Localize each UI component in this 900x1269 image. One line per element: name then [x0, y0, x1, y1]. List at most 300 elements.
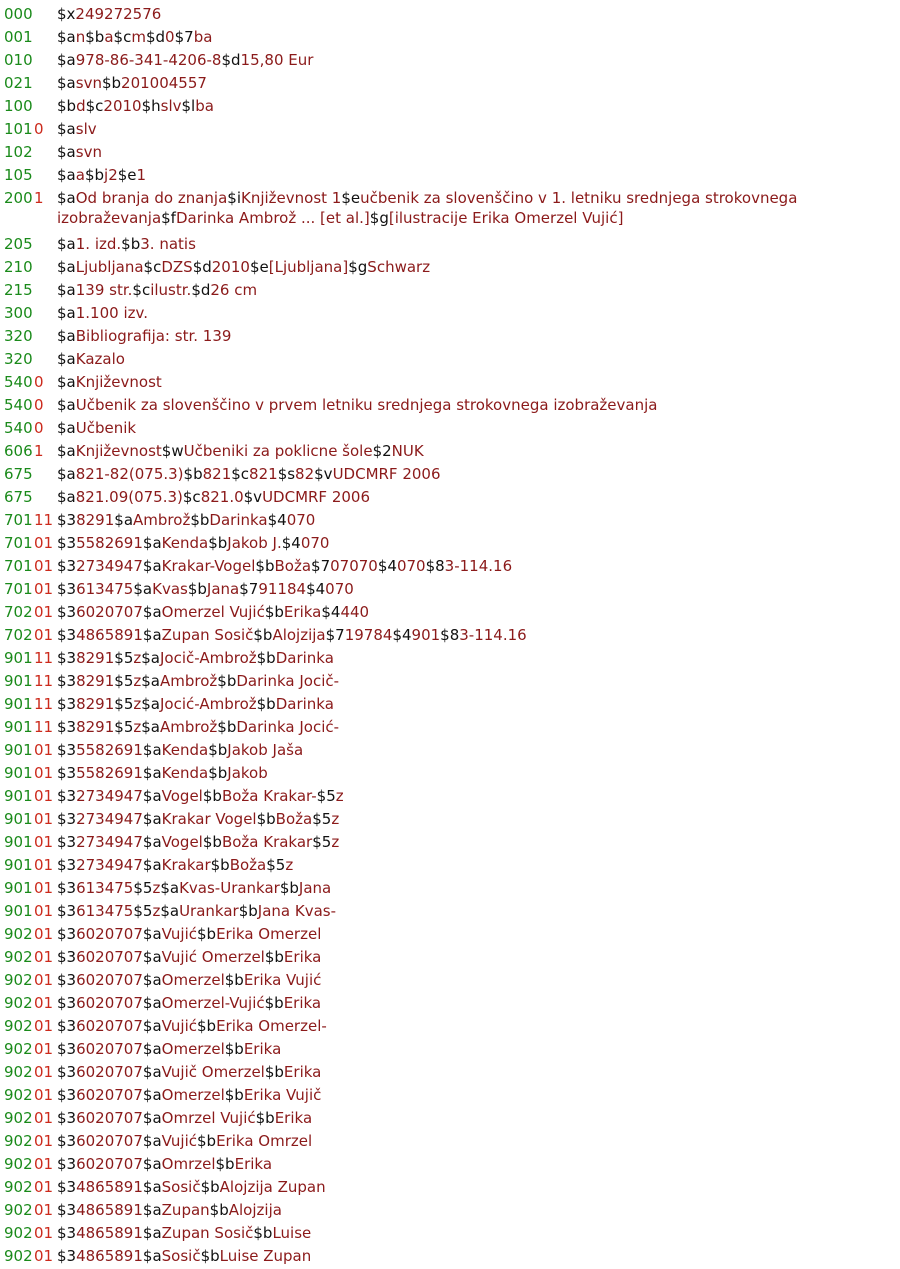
record-field-001: [0, 27, 900, 50]
subfield-code: $a: [57, 258, 76, 276]
subfield-value: Krakar: [161, 856, 211, 874]
subfield-code: $b: [197, 1017, 217, 1035]
subfield-code: $c: [182, 488, 201, 506]
subfield-code: $b: [209, 1201, 229, 1219]
subfield-code: $a: [142, 764, 162, 782]
field-tag: 902: [4, 1109, 33, 1127]
subfield-code: $3: [57, 787, 77, 805]
subfield-code: $b: [183, 465, 203, 483]
subfield-code: $a: [142, 971, 162, 989]
subfield-value: 6020707: [76, 1132, 143, 1150]
subfield-code: $a: [57, 350, 76, 368]
subfield-code: $3: [57, 856, 77, 874]
subfield-code: $d: [221, 51, 241, 69]
field-tag: 105: [4, 166, 33, 184]
field-indicator: 01: [34, 1224, 54, 1242]
subfield-value: Omerzel: [161, 971, 225, 989]
record-field-215: [0, 280, 900, 303]
subfield-value: Kenda: [161, 534, 209, 552]
subfield-code: $a: [160, 902, 180, 920]
field-tag: 902: [4, 1063, 33, 1081]
field-tag: 702: [4, 603, 33, 621]
subfield-value: Luise Zupan: [219, 1247, 312, 1265]
subfield-code: $5: [266, 856, 286, 874]
field-content: [57, 671, 890, 691]
field-content: [57, 740, 890, 760]
field-tag: 901: [4, 695, 33, 713]
subfield-value: Sosič: [161, 1247, 201, 1265]
field-indicator: 01: [34, 534, 54, 552]
record-field-675: [0, 487, 900, 510]
subfield-value: z: [133, 649, 142, 667]
subfield-code: $b: [256, 649, 276, 667]
subfield-value: Darinka Jocič-: [236, 672, 340, 690]
field-tag: 210: [4, 258, 33, 276]
subfield-code: $5: [114, 695, 134, 713]
subfield-value: Urankar: [179, 902, 239, 920]
field-indicator: 11: [34, 511, 54, 529]
subfield-code: $3: [57, 810, 77, 828]
subfield-code: $a: [57, 51, 76, 69]
field-content: [57, 142, 890, 162]
field-tag: 540: [4, 396, 33, 414]
field-content: [57, 27, 890, 47]
subfield-value: Darinka Ambrož ... [et al.]: [175, 209, 370, 227]
subfield-value: 6020707: [76, 1063, 143, 1081]
subfield-value: d: [76, 97, 86, 115]
subfield-code: $3: [57, 994, 77, 1012]
field-tag: 010: [4, 51, 33, 69]
subfield-value: 613475: [76, 902, 134, 920]
field-tag: 901: [4, 764, 33, 782]
subfield-code: $3: [57, 1063, 77, 1081]
subfield-value: n: [75, 28, 86, 46]
subfield-code: $a: [142, 1086, 162, 1104]
subfield-value: 8291: [76, 718, 115, 736]
record-field-701: [0, 533, 900, 556]
subfield-code: $b: [224, 1040, 244, 1058]
subfield-code: $b: [256, 695, 276, 713]
field-tag: 902: [4, 1017, 33, 1035]
subfield-value: NUK: [391, 442, 424, 460]
subfield-value: z: [133, 718, 142, 736]
subfield-value: Krakar Vogel: [161, 810, 257, 828]
record-field-901: [0, 740, 900, 763]
record-field-701: [0, 579, 900, 602]
field-tag: 901: [4, 672, 33, 690]
subfield-value: svn: [75, 74, 102, 92]
subfield-value: ba: [193, 28, 213, 46]
subfield-code: $e: [249, 258, 269, 276]
field-content: [57, 464, 890, 484]
subfield-code: $f: [161, 209, 176, 227]
field-content: [57, 487, 890, 507]
field-tag: 901: [4, 810, 33, 828]
record-field-902: [0, 924, 900, 947]
record-field-901: [0, 855, 900, 878]
subfield-value: Erika: [283, 948, 322, 966]
subfield-code: $3: [57, 1086, 77, 1104]
subfield-code: $w: [161, 442, 184, 460]
field-content: [57, 1085, 890, 1105]
field-content: [57, 533, 890, 553]
field-indicator: 01: [34, 1201, 54, 1219]
subfield-value: Vujič Omerzel: [161, 1063, 265, 1081]
subfield-value: Književnost 1: [241, 189, 342, 207]
subfield-code: $5: [312, 810, 332, 828]
subfield-code: $a: [142, 1224, 162, 1242]
subfield-value: z: [331, 810, 340, 828]
field-indicator: 01: [34, 1017, 54, 1035]
subfield-value: 2734947: [76, 810, 143, 828]
field-indicator: 01: [34, 948, 54, 966]
subfield-value: 6020707: [76, 1086, 143, 1104]
subfield-value: Boža Krakar: [221, 833, 313, 851]
subfield-value: 2734947: [76, 856, 143, 874]
subfield-value: Učbenik: [75, 419, 137, 437]
subfield-code: $a: [142, 1063, 162, 1081]
subfield-value: Od branja do znanja: [75, 189, 228, 207]
subfield-code: $3: [57, 879, 77, 897]
subfield-value: ba: [195, 97, 214, 115]
subfield-value: Jana: [298, 879, 332, 897]
field-tag: 701: [4, 557, 33, 575]
subfield-value: Erika: [283, 994, 322, 1012]
field-content: [57, 96, 890, 116]
subfield-value: Jocić-Ambrož: [160, 695, 257, 713]
subfield-value: Vujić: [161, 925, 197, 943]
record-field-210: [0, 257, 900, 280]
subfield-value: Kenda: [161, 764, 209, 782]
subfield-value: 15,80 Eur: [240, 51, 314, 69]
subfield-value: 821.09(075.3): [75, 488, 183, 506]
field-tag: 901: [4, 718, 33, 736]
field-indicator: 01: [34, 1178, 54, 1196]
record-field-902: [0, 947, 900, 970]
subfield-code: $3: [57, 1178, 77, 1196]
subfield-code: $3: [57, 1132, 77, 1150]
subfield-value: Alojzija Zupan: [219, 1178, 326, 1196]
subfield-value: 070: [286, 511, 316, 529]
field-tag: 606: [4, 442, 33, 460]
subfield-value: Boža Krakar-: [221, 787, 317, 805]
subfield-code: $b: [224, 971, 244, 989]
subfield-code: $3: [57, 557, 77, 575]
subfield-value: 3. natis: [140, 235, 196, 253]
subfield-code: $b: [208, 764, 228, 782]
subfield-value: Zupan: [161, 1201, 210, 1219]
record-field-675: [0, 464, 900, 487]
subfield-code: $b: [57, 97, 77, 115]
subfield-value: Alojzija: [272, 626, 326, 644]
subfield-value: z: [133, 672, 142, 690]
record-field-902: [0, 1177, 900, 1200]
subfield-value: 4865891: [76, 626, 143, 644]
subfield-value: a: [104, 28, 114, 46]
subfield-code: $b: [264, 948, 284, 966]
subfield-code: $b: [121, 235, 141, 253]
subfield-value: 1.100 izv.: [75, 304, 148, 322]
record-field-101: [0, 119, 900, 142]
subfield-value: Omerzel-Vujić: [161, 994, 265, 1012]
field-content: [57, 395, 890, 415]
subfield-value: 613475: [76, 580, 134, 598]
subfield-code: $b: [190, 511, 210, 529]
subfield-code: $a: [142, 856, 162, 874]
subfield-code: $4: [392, 626, 412, 644]
subfield-code: $b: [256, 810, 276, 828]
subfield-value: 821: [249, 465, 278, 483]
subfield-code: $5: [133, 902, 153, 920]
field-tag: 100: [4, 97, 33, 115]
subfield-value: 4865891: [76, 1247, 143, 1265]
subfield-value: 8291: [76, 649, 115, 667]
subfield-value: j2: [104, 166, 118, 184]
subfield-value: Erika: [283, 603, 322, 621]
field-content: [57, 303, 890, 323]
subfield-value: 901: [411, 626, 441, 644]
subfield-code: $5: [316, 787, 336, 805]
field-indicator: 01: [34, 925, 54, 943]
field-content: [57, 855, 890, 875]
subfield-value: a: [75, 166, 85, 184]
subfield-code: $3: [57, 1040, 77, 1058]
subfield-value: svn: [75, 143, 102, 161]
field-indicator: 01: [34, 741, 54, 759]
subfield-code: $b: [197, 925, 217, 943]
field-indicator: 01: [34, 971, 54, 989]
subfield-code: $b: [187, 580, 207, 598]
subfield-value: 3-114.16: [444, 557, 513, 575]
record-field-902: [0, 1154, 900, 1177]
field-tag: 901: [4, 879, 33, 897]
field-content: [57, 901, 890, 921]
subfield-code: $3: [57, 741, 77, 759]
subfield-code: $b: [255, 557, 275, 575]
subfield-value: 8291: [76, 695, 115, 713]
subfield-value: Jakob: [227, 764, 268, 782]
record-field-902: [0, 1039, 900, 1062]
subfield-code: $3: [57, 511, 77, 529]
subfield-value: slv: [160, 97, 182, 115]
subfield-code: $a: [57, 28, 76, 46]
record-field-901: [0, 648, 900, 671]
subfield-value: 6020707: [76, 948, 143, 966]
record-field-702: [0, 602, 900, 625]
subfield-code: $a: [142, 626, 162, 644]
subfield-code: $c: [143, 258, 162, 276]
subfield-value: z: [285, 856, 294, 874]
field-content: [57, 1154, 890, 1174]
subfield-code: $4: [321, 603, 341, 621]
record-field-902: [0, 1246, 900, 1269]
field-content: [57, 441, 890, 461]
subfield-value: 2734947: [76, 787, 143, 805]
field-tag: 902: [4, 1201, 33, 1219]
field-tag: 701: [4, 534, 33, 552]
subfield-value: Krakar-Vogel: [161, 557, 256, 575]
subfield-value: ilustr.: [150, 281, 192, 299]
subfield-code: $3: [57, 649, 77, 667]
field-indicator: 1: [34, 189, 44, 207]
record-field-606: [0, 441, 900, 464]
subfield-code: $a: [142, 1017, 162, 1035]
field-tag: 902: [4, 1224, 33, 1242]
subfield-value: Boža: [229, 856, 267, 874]
field-tag: 902: [4, 1247, 33, 1265]
subfield-value: Darinka Jocić-: [236, 718, 340, 736]
subfield-code: $a: [133, 580, 153, 598]
subfield-value: 2010: [103, 97, 142, 115]
subfield-code: $b: [253, 1224, 273, 1242]
subfield-value: 821: [202, 465, 232, 483]
subfield-value: Vogel: [161, 787, 203, 805]
subfield-code: $3: [57, 695, 77, 713]
subfield-value: učbenik za slovenščino v 1. letniku srednjega strokovnega izobraževanja: [57, 189, 803, 227]
subfield-value: 26 cm: [210, 281, 258, 299]
subfield-value: Darinka: [275, 695, 334, 713]
subfield-code: $8: [425, 557, 445, 575]
subfield-value: Jakob J.: [227, 534, 282, 552]
field-content: [57, 1108, 890, 1128]
subfield-value: Omerzel Vujić: [161, 603, 265, 621]
subfield-value: Erika: [234, 1155, 273, 1173]
record-field-701: [0, 510, 900, 533]
field-indicator: 01: [34, 1247, 54, 1265]
field-tag: 205: [4, 235, 33, 253]
field-content: [57, 372, 890, 392]
subfield-value: z: [133, 695, 142, 713]
subfield-value: Učbenik za slovenščino v prvem letniku srednjega strokovnega izobraževanja: [75, 396, 658, 414]
subfield-code: $a: [57, 327, 76, 345]
record-field-205: [0, 234, 900, 257]
field-indicator: 01: [34, 787, 54, 805]
record-field-901: [0, 832, 900, 855]
subfield-code: $a: [141, 649, 160, 667]
subfield-code: $a: [141, 672, 160, 690]
field-content: [57, 1177, 890, 1197]
subfield-value: 201004557: [121, 74, 207, 92]
field-content: [57, 1223, 890, 1243]
field-indicator: 0: [34, 396, 44, 414]
subfield-value: [ilustracije Erika Omerzel Vujić]: [388, 209, 624, 227]
field-indicator: 01: [34, 1132, 54, 1150]
subfield-value: Bibliografija: str. 139: [75, 327, 232, 345]
subfield-code: $3: [57, 1224, 77, 1242]
subfield-value: 8291: [76, 511, 115, 529]
record-field-102: [0, 142, 900, 165]
subfield-value: Erika: [283, 1063, 322, 1081]
field-content: [57, 602, 890, 622]
subfield-code: $v: [243, 488, 263, 506]
subfield-code: $b: [197, 1132, 217, 1150]
subfield-code: $a: [57, 120, 76, 138]
subfield-code: $a: [141, 695, 160, 713]
subfield-value: 3-114.16: [459, 626, 527, 644]
field-content: [57, 809, 890, 829]
subfield-code: $a: [142, 557, 162, 575]
field-content: [57, 1200, 890, 1220]
subfield-value: 4865891: [76, 1224, 143, 1242]
record-field-902: [0, 1062, 900, 1085]
field-tag: 902: [4, 1040, 33, 1058]
field-indicator: 01: [34, 764, 54, 782]
subfield-code: $i: [227, 189, 241, 207]
subfield-code: $v: [314, 465, 333, 483]
subfield-code: $3: [57, 948, 77, 966]
subfield-value: Alojzija: [228, 1201, 282, 1219]
subfield-code: $3: [57, 718, 77, 736]
subfield-code: $a: [142, 948, 162, 966]
field-tag: 540: [4, 419, 33, 437]
subfield-code: $3: [57, 1201, 77, 1219]
field-content: [57, 1039, 890, 1059]
record-field-200: [0, 188, 900, 234]
subfield-value: 6020707: [76, 994, 143, 1012]
subfield-code: $a: [57, 235, 76, 253]
field-indicator: 11: [34, 695, 54, 713]
record-field-540: [0, 418, 900, 441]
field-content: [57, 119, 890, 139]
subfield-code: $3: [57, 534, 77, 552]
field-tag: 902: [4, 925, 33, 943]
field-content: [57, 717, 890, 737]
subfield-value: Ambrož: [160, 672, 218, 690]
subfield-value: 5582691: [76, 534, 143, 552]
subfield-value: 5582691: [76, 741, 143, 759]
field-content: [57, 556, 890, 576]
record-field-010: [0, 50, 900, 73]
field-content: [57, 234, 890, 254]
field-content: [57, 579, 890, 599]
field-tag: 902: [4, 1086, 33, 1104]
field-content: [57, 326, 890, 346]
subfield-code: $3: [57, 902, 77, 920]
subfield-code: $7: [311, 557, 331, 575]
subfield-code: $b: [264, 603, 284, 621]
record-field-901: [0, 901, 900, 924]
subfield-code: $3: [57, 626, 77, 644]
subfield-value: z: [152, 902, 161, 920]
record-field-902: [0, 1223, 900, 1246]
field-tag: 300: [4, 304, 33, 322]
record-field-902: [0, 970, 900, 993]
subfield-code: $a: [142, 925, 162, 943]
field-tag: 901: [4, 833, 33, 851]
subfield-code: $4: [377, 557, 397, 575]
subfield-code: $3: [57, 1017, 77, 1035]
field-content: [57, 993, 890, 1013]
subfield-value: 6020707: [76, 1040, 143, 1058]
subfield-value: 5582691: [76, 764, 143, 782]
field-indicator: 0: [34, 373, 44, 391]
record-field-320: [0, 326, 900, 349]
subfield-code: $g: [348, 258, 368, 276]
record-field-701: [0, 556, 900, 579]
subfield-code: $a: [57, 74, 76, 92]
field-indicator: 01: [34, 902, 54, 920]
subfield-value: z: [152, 879, 161, 897]
subfield-code: $8: [440, 626, 460, 644]
subfield-code: $e: [117, 166, 137, 184]
subfield-code: $c: [113, 28, 132, 46]
subfield-code: $a: [57, 143, 76, 161]
subfield-code: $3: [57, 1155, 77, 1173]
subfield-value: 613475: [76, 879, 134, 897]
record-field-902: [0, 1108, 900, 1131]
field-content: [57, 257, 890, 277]
field-indicator: 01: [34, 603, 54, 621]
